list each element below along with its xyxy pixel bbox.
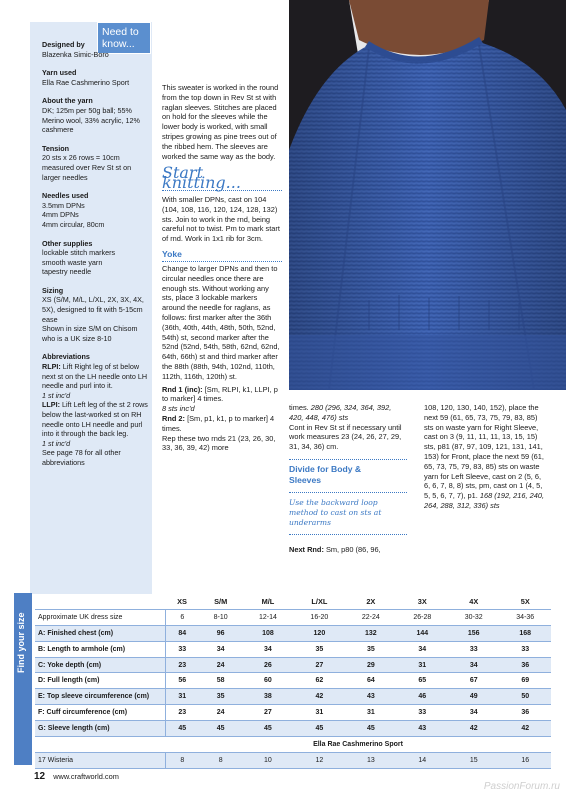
table-cell: 26-28: [397, 609, 448, 625]
table-cell: 10: [242, 752, 293, 768]
size-col-header: 4X: [448, 594, 499, 609]
website-link[interactable]: www.craftworld.com: [53, 772, 119, 781]
instructions-col-1: [162, 83, 282, 453]
needle-item: 4mm DPNs: [42, 210, 79, 220]
size-col-header: XS: [165, 594, 199, 609]
abbr-llpi: [42, 400, 150, 438]
tension-heading: Tension: [42, 143, 70, 153]
start-text: With smaller DPNs, cast on 104 (104, 108, 116, 120, 124, 128, 132) sts. Join to work in the rnd, being careful not to twist. Pm to mark start of rnd. Work in 1x1 rib for 3cm.: [162, 194, 280, 244]
table-row: [35, 752, 551, 768]
table-cell: 45: [242, 721, 293, 737]
size-col-header: L/XL: [294, 594, 345, 609]
row-label: G: Sleeve length (cm): [35, 721, 165, 737]
table-header-row: [35, 594, 551, 609]
supply-item: lockable stitch markers: [42, 248, 116, 258]
table-cell: 33: [499, 641, 551, 657]
yarn-header-row: [35, 737, 551, 753]
supplies-heading: Other supplies: [42, 238, 93, 248]
table-cell: 16: [499, 752, 551, 768]
table-cell: 6: [165, 609, 199, 625]
table-cell: 42: [294, 689, 345, 705]
table-cell: 84: [165, 625, 199, 641]
table-cell: 31: [397, 657, 448, 673]
table-cell: 27: [294, 657, 345, 673]
rnd1-inc: 8 sts inc'd: [162, 404, 195, 414]
header-blank: [35, 594, 165, 609]
table-cell: 96: [199, 625, 242, 641]
supply-item: smooth waste yarn: [42, 257, 103, 267]
table-cell: 35: [345, 641, 396, 657]
next-rnd-label: Next Rnd:: [289, 544, 324, 554]
table-cell: 34: [242, 641, 293, 657]
yarn-name: Ella Rae Cashmerino Sport: [42, 77, 130, 87]
stitch-count: 168 (192, 216, 240, 264, 288, 312, 336) sts: [424, 491, 544, 510]
table-cell: 50: [499, 689, 551, 705]
table-cell: 132: [345, 625, 396, 641]
table-cell: 56: [165, 673, 199, 689]
table-cell: 45: [199, 721, 242, 737]
table-cell: 27: [242, 705, 293, 721]
size-table: [35, 594, 551, 769]
table-cell: 23: [165, 657, 199, 673]
needle-item: 3.5mm DPNs: [42, 200, 85, 210]
row-label: C: Yoke depth (cm): [35, 657, 165, 673]
measurement-rows: [35, 609, 551, 736]
rnd1-text: [Sm, RLPI, k1, LLPI, p to marker] 4 times.: [162, 384, 278, 404]
designed-by-heading: Designed by: [42, 40, 85, 49]
table-cell: 34: [397, 641, 448, 657]
table-cell: 8-10: [199, 609, 242, 625]
table-cell: 12-14: [242, 609, 293, 625]
table-cell: 62: [294, 673, 345, 689]
table-cell: 29: [345, 657, 396, 673]
table-cell: 33: [165, 641, 199, 657]
table-cell: 58: [199, 673, 242, 689]
table-cell: 31: [345, 705, 396, 721]
divider: [162, 261, 282, 262]
table-cell: 36: [499, 705, 551, 721]
about-yarn-text: DK; 125m per 50g ball; 55% Merino wool, 33% acrylic, 12% cashmere: [42, 105, 140, 135]
divider: [289, 534, 407, 535]
abbr-def: Lift Left leg of the st 2 rows below the last-worked st on RH needle onto LH needle and purl into it through the back leg.: [42, 400, 148, 439]
yarn-table-header: Ella Rae Cashmerino Sport: [165, 737, 551, 753]
needle-item: 4mm circular, 80cm: [42, 219, 105, 229]
size-col-header: 2X: [345, 594, 396, 609]
instructions-col-2: [289, 403, 407, 555]
header-blank: [35, 737, 165, 753]
table-cell: 43: [397, 721, 448, 737]
table-cell: 8: [165, 752, 199, 768]
table-cell: 31: [165, 689, 199, 705]
table-cell: 69: [499, 673, 551, 689]
table-cell: 16-20: [294, 609, 345, 625]
abbr-inc: 1 st inc'd: [42, 390, 71, 400]
table-cell: 144: [397, 625, 448, 641]
table-cell: 45: [294, 721, 345, 737]
find-your-size-label: Find your size: [16, 612, 26, 673]
table-cell: 15: [448, 752, 499, 768]
size-col-header: M/L: [242, 594, 293, 609]
divide-heading: Divide for Body & Sleeves: [289, 463, 362, 485]
table-row: [35, 689, 551, 705]
divider: [289, 459, 407, 460]
table-cell: 67: [448, 673, 499, 689]
table-cell: 24: [199, 657, 242, 673]
table-row: [35, 625, 551, 641]
repeat-text: Rep these two rnds 21 (23, 26, 30, 33, 36, 39, 42) more: [162, 433, 276, 453]
table-cell: 24: [199, 705, 242, 721]
see-page-note: See page 78 for all other abbreviations: [42, 448, 121, 467]
page-number: 12: [34, 771, 46, 782]
needles-heading: Needles used: [42, 191, 89, 201]
table-cell: 36: [499, 657, 551, 673]
table-row: [35, 609, 551, 625]
table-cell: 42: [499, 721, 551, 737]
row-label: Approximate UK dress size: [35, 609, 165, 625]
tension-text: 20 sts x 26 rows = 10cm measured over Rev St st on larger needles: [42, 153, 132, 182]
table-cell: 34: [448, 705, 499, 721]
table-cell: 14: [397, 752, 448, 768]
tip-text: Use the backward loop method to cast on sts at underarms: [289, 497, 382, 527]
cont-text: Cont in Rev St st if necessary until work measures 23 (24, 26, 27, 29, 31, 34, 36) cm.: [289, 422, 402, 452]
table-cell: 46: [397, 689, 448, 705]
table-cell: 23: [165, 705, 199, 721]
watermark: PassionForum.ru: [483, 781, 560, 792]
designer-name: Blazenka Simic-Boro: [42, 49, 109, 59]
table-cell: 45: [345, 721, 396, 737]
yarn-heading: Yarn used: [42, 68, 77, 78]
table-cell: 168: [499, 625, 551, 641]
sizing-text: XS (S/M, M/L, L/XL, 2X, 3X, 4X, 5X), designed to fit with 5-15cm ease: [42, 295, 144, 324]
need-to-know-badge: Need to know...: [97, 22, 151, 54]
sweater-photo: [289, 0, 566, 390]
table-cell: 33: [397, 705, 448, 721]
abbr-inc: 1 st inc'd: [42, 438, 71, 448]
table-cell: 108: [242, 625, 293, 641]
yarn-row-label: 17 Wisteria: [35, 752, 165, 768]
col3-text: 108, 120, 130, 140, 152), place the next 59 (61, 65, 73, 75, 79, 83, 85) sts on waste yarn for Right Sleeve, cast on 3 (9, 11, 11, 11, 13, 15, 15) sts, p81 (87, 97, 109, 121, 131, 141, 153) for Front, place the next 59 (61, 65, 73, 75, 79, 83, 85) sts on waste yarn for Left Sleeve, cast on 2 (5, 6, 6, 6, 7, 8, 8) sts, pm, cast on 1 (4, 5, 5, 5, 6, 7, 7), p1.: [424, 403, 544, 501]
row-label: A: Finished chest (cm): [35, 625, 165, 641]
table-cell: 22-24: [345, 609, 396, 625]
table-cell: 35: [199, 689, 242, 705]
size-col-header: S/M: [199, 594, 242, 609]
supply-item: tapestry needle: [42, 267, 92, 277]
table-cell: 8: [199, 752, 242, 768]
table-cell: 33: [448, 641, 499, 657]
size-col-header: 5X: [499, 594, 551, 609]
next-rnd-text: Sm, p80 (86, 96,: [325, 544, 381, 554]
row-label: F: Cuff circumference (cm): [35, 705, 165, 721]
row-label: D: Full length (cm): [35, 673, 165, 689]
table-cell: 35: [294, 641, 345, 657]
table-cell: 120: [294, 625, 345, 641]
times-text: times.: [289, 403, 311, 412]
divider: [289, 492, 407, 493]
size-col-header: 3X: [397, 594, 448, 609]
table-cell: 34-36: [499, 609, 551, 625]
start-knitting-heading: Start knitting...: [162, 163, 241, 193]
rnd2-label: Rnd 2:: [162, 413, 185, 423]
yoke-heading: Yoke: [162, 248, 182, 259]
find-your-size-tab: [14, 593, 32, 765]
abbr-term: RLPI:: [42, 362, 61, 372]
table-row: [35, 657, 551, 673]
instructions-col-3: [424, 403, 548, 511]
table-cell: 12: [294, 752, 345, 768]
stitch-count: 280 (296, 324, 364, 392, 420, 448, 476) sts: [289, 403, 392, 422]
about-yarn-heading: About the yarn: [42, 96, 93, 106]
table-cell: 43: [345, 689, 396, 705]
shown-text: Shown in size S/M on Chisom who is a UK size 8-10: [42, 324, 138, 343]
sidebar-content: [42, 40, 150, 477]
table-cell: 65: [397, 673, 448, 689]
table-cell: 30-32: [448, 609, 499, 625]
table-cell: 13: [345, 752, 396, 768]
table-cell: 38: [242, 689, 293, 705]
sizing-heading: Sizing: [42, 285, 64, 295]
table-cell: 31: [294, 705, 345, 721]
table-cell: 34: [448, 657, 499, 673]
page-footer: [34, 771, 119, 782]
table-cell: 26: [242, 657, 293, 673]
table-cell: 64: [345, 673, 396, 689]
table-cell: 156: [448, 625, 499, 641]
rnd1-label: Rnd 1 (inc):: [162, 384, 203, 394]
abbr-term: LLPI:: [42, 400, 60, 410]
intro-text: This sweater is worked in the round from the top down in Rev St st with raglan sleeves. Stitches are placed on hold for the sleeves while the lower body is worked, with small stripes growing as pine trees out of the ribbed hem. The sleeves are worked the same way as the body.: [162, 83, 279, 161]
abbreviations-heading: Abbreviations: [42, 352, 90, 362]
table-row: [35, 705, 551, 721]
table-row: [35, 721, 551, 737]
table-cell: 34: [199, 641, 242, 657]
table-cell: 45: [165, 721, 199, 737]
table-row: [35, 641, 551, 657]
table-cell: 60: [242, 673, 293, 689]
table-cell: 49: [448, 689, 499, 705]
row-label: E: Top sleeve circumference (cm): [35, 689, 165, 705]
table-row: [35, 673, 551, 689]
table-cell: 42: [448, 721, 499, 737]
abbr-rlpi: [42, 362, 150, 391]
rnd2-text: [Sm, p1, k1, p to marker] 4 times.: [162, 413, 275, 433]
abbr-def: Lift Right leg of st below next st on the LH needle onto LH needle and purl into it.: [42, 362, 148, 391]
row-label: B: Length to armhole (cm): [35, 641, 165, 657]
yoke-text: Change to larger DPNs and then to circular needles once there are enough sts. Without working any sts, place 3 lockable markers around the needle for raglans, as follows: first marker after the 36th (36th, 40th, 44th, 48th, 50th, 52nd, 54th) st, second marker after the 52nd (52nd, 54th, 58th, 62nd, 62nd, 64th, 66th) st and third marker after the 88th (88th, 94th, 102nd, 110th, 112th, 116th, 120th) st.: [162, 263, 280, 381]
